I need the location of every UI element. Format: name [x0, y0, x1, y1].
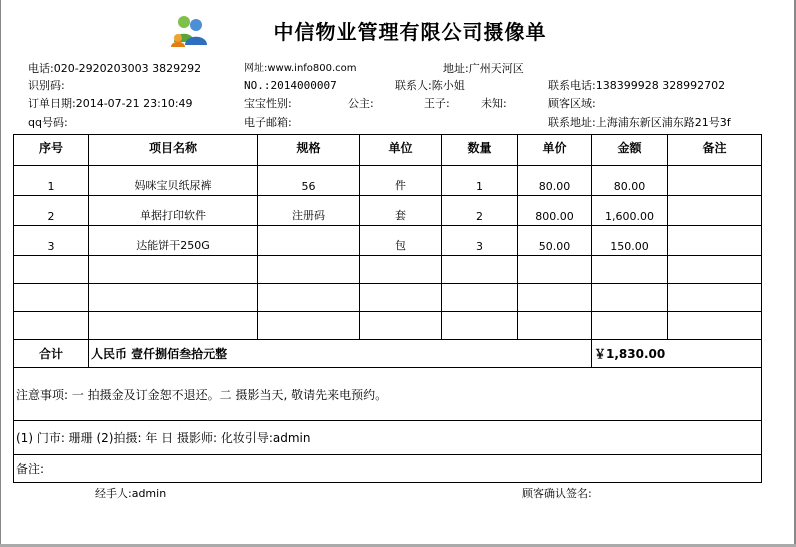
total-row [14, 340, 762, 368]
cell-qty: 1 [442, 166, 518, 196]
baby-gender-label: 宝宝性别: [244, 97, 292, 110]
gender-prince: 王子: [424, 97, 450, 110]
cell-unit: 件 [360, 166, 442, 196]
header-spec: 规格 [258, 135, 360, 166]
header-note: 备注 [668, 135, 762, 166]
handler-label: 经手人:admin [95, 487, 167, 500]
cell-item-name: 达能饼干250G [89, 226, 258, 256]
store-row [14, 421, 762, 455]
empty-row [14, 312, 762, 340]
cell-amount: 150.00 [592, 226, 668, 256]
cell-spec: 注册码 [258, 196, 360, 226]
table-row [14, 226, 762, 256]
order-items-table [13, 134, 762, 483]
empty-row [14, 284, 762, 312]
contact-address: 联系地址:上海浦东新区浦东路21号3f [548, 116, 731, 129]
cell-qty: 3 [442, 226, 518, 256]
header-price: 单价 [518, 135, 592, 166]
cell-price: 80.00 [518, 166, 592, 196]
customer-signature-label: 顾客确认签名: [522, 487, 592, 500]
cell-no: 3 [14, 226, 89, 256]
cell-note [668, 166, 762, 196]
customer-area: 顾客区域: [548, 97, 596, 110]
cell-price: 50.00 [518, 226, 592, 256]
window-border-left [0, 0, 1, 547]
table-header-row [14, 135, 762, 166]
cell-unit: 套 [360, 196, 442, 226]
header-item-name: 项目名称 [89, 135, 258, 166]
company-phone: 电话:020-2920203003 3829292 [28, 62, 202, 75]
header-unit: 单位 [360, 135, 442, 166]
page-title: 中信物业管理有限公司摄像单 [273, 20, 547, 44]
gender-unknown: 未知: [481, 97, 507, 110]
cell-qty: 2 [442, 196, 518, 226]
company-website: 网址:www.info800.com [244, 63, 357, 74]
table-row [14, 166, 762, 196]
cell-amount: 80.00 [592, 166, 668, 196]
total-amount-words: 人民币 壹仟捌佰叁拾元整 [89, 340, 592, 368]
contact-phone: 联系电话:138399928 328992702 [548, 79, 726, 92]
total-label: 合计 [14, 340, 89, 368]
order-number: NO.:2014000007 [244, 79, 337, 92]
id-code-field: 识别码: [28, 79, 65, 92]
empty-row [14, 256, 762, 284]
header-no: 序号 [14, 135, 89, 166]
remark-row [14, 455, 762, 483]
cell-unit: 包 [360, 226, 442, 256]
cell-amount: 1,600.00 [592, 196, 668, 226]
cell-spec: 56 [258, 166, 360, 196]
cell-no: 2 [14, 196, 89, 226]
cell-note [668, 226, 762, 256]
header-qty: 数量 [442, 135, 518, 166]
store-photographer-line: (1) 门市: 珊珊 (2)拍摄: 年 日 摄影师: 化妆引导:admin [14, 421, 762, 455]
gender-princess: 公主: [348, 97, 374, 110]
qq-number: qq号码: [28, 116, 68, 129]
total-amount: ￥1,830.00 [592, 340, 762, 368]
cell-spec [258, 226, 360, 256]
cell-note [668, 196, 762, 226]
remark-label: 备注: [14, 455, 762, 483]
header-amount: 金额 [592, 135, 668, 166]
table-row [14, 196, 762, 226]
notice-text: 注意事项: 一 拍摄金及订金恕不退还。二 摄影当天, 敬请先来电预约。 [14, 368, 762, 421]
cell-price: 800.00 [518, 196, 592, 226]
cell-item-name: 妈咪宝贝纸尿裤 [89, 166, 258, 196]
company-address: 地址:广州天河区 [443, 62, 524, 75]
notice-row [14, 368, 762, 421]
email-field: 电子邮箱: [244, 116, 292, 129]
cell-no: 1 [14, 166, 89, 196]
cell-item-name: 单据打印软件 [89, 196, 258, 226]
msn-people-logo-icon [170, 14, 208, 48]
contact-person: 联系人:陈小姐 [395, 79, 465, 92]
order-date: 订单日期:2014-07-21 23:10:49 [28, 97, 193, 110]
